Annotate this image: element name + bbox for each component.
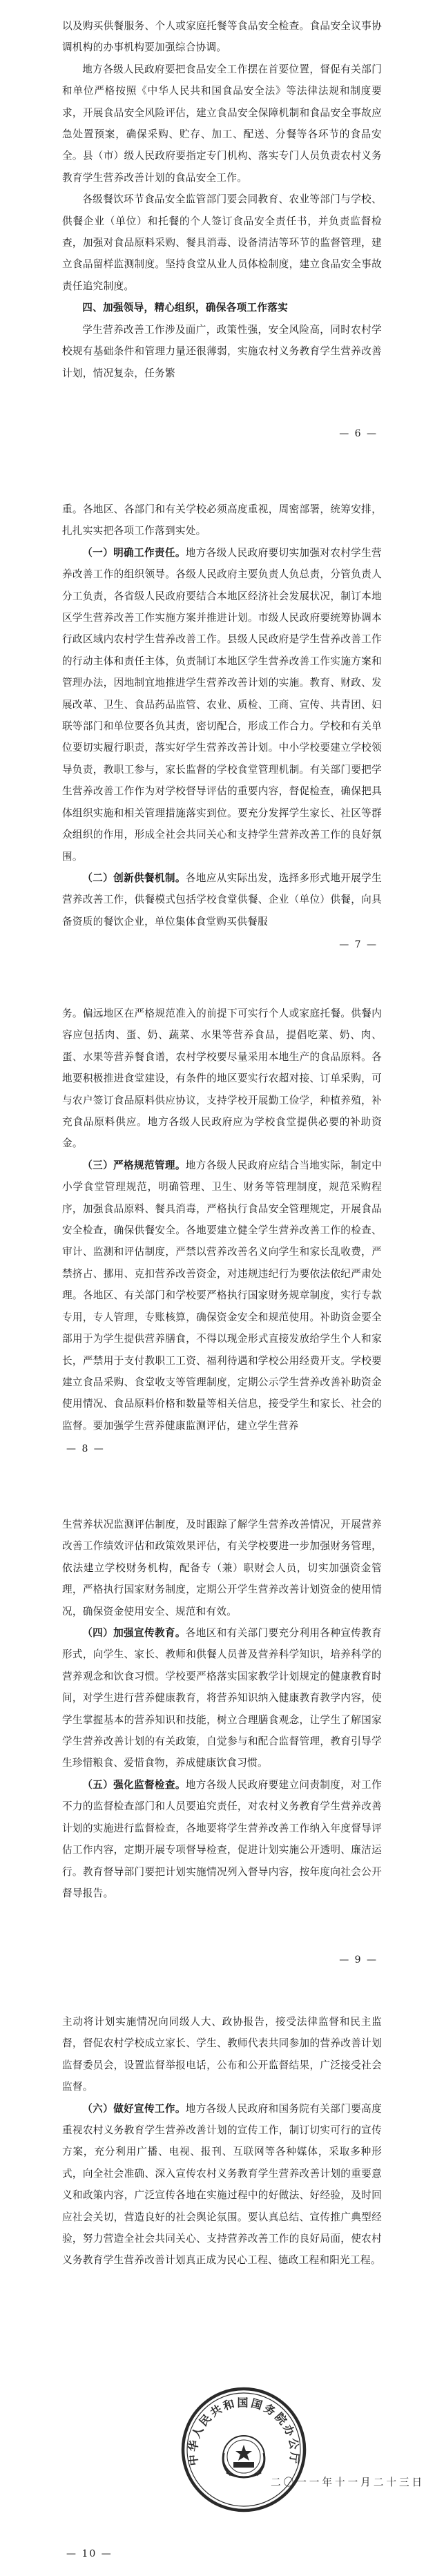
paragraph: 各级餐饮环节食品安全监管部门要会同教育、农业等部门与学校、供餐企业（单位）和托餐的个人签订食品安全责任书，并负责监督检查，加强对食品原料采购、餐具消毒、设备清洁等环节的监督管理，建立食品留样监测制度。坚持食堂从业人员体检制度，建立食品安全事故责任追究制度。 (62, 193, 382, 292)
paragraph (62, 867, 382, 932)
paragraph: 主动将计划实施情况向同级人大、政协报告，接受法律监督和民主监督，督促农村学校成立家长、学生、教师代表共同参加的营养改善计划监督委员会，设置监督举报电话，公布和公开监督结果，广泛接受社会监督。 (62, 2016, 382, 2093)
paragraph-lead: （六）做好宣传工作。 (82, 2102, 186, 2115)
page (0, 1499, 444, 1965)
national-emblem-icon (223, 2436, 264, 2477)
page-body (62, 15, 382, 384)
paragraph-text: 各地应从实际出发，选择多形式地开展学生营养改善工作，供餐模式包括学校食堂供餐、企业（单位）供餐，向具备资质的餐饮企业，单位集体食堂购买供餐服 (62, 872, 382, 927)
paragraph (62, 542, 382, 867)
paragraph-text: 地方各级人民政府要切实加强对农村学生营养改善工作的组织领导。各级人民政府主要负责人负总责，分管负责人分工负责，各省级人民政府要结合本地区经济社会发展状况，制订本地区学生营养改善工作实施方案并推进计划。市级人民政府要统筹协调本行政区域内农村学生营养改善工作。县级人民政府是学生营养改善工作的行动主体和责任主体，负责制订本地区学生营养改善工作实施方案和管理办法，因地制宜地推进学生营养改善计划的实施。教育、财政、发展改革、卫生、食品药品监管、农业、质检、工商、宣传、共青团、妇联等部门和单位要各负其责，密切配合，形成工作合力。学校和有关单位要切实履行职责，落实好学生营养改善计划。中小学校要建立学校领导负责，教职工参与，家长监督的学校食堂管理机制。有关部门要把学生营养改善工作作为对学校督导评估的重要内容，督促检查，确保把具体组织实施和相关管理措施落实到位。要充分发挥学生家长、社区等群众组织的作用，形成全社会共同关心和支持学生营养改善工作的良好氛围。 (62, 546, 382, 863)
paragraph (62, 1155, 382, 1436)
paragraph-text: 地方各级人民政府和国务院有关部门要高度重视农村义务教育学生营养改善计划的宣传工作，制订切实可行的宣传方案，充分利用广播、电视、报刊、互联网等各种媒体，采取多种形式，向全社会准确、深入宣传农村义务教育学生营养改善计划的重要意义和政策内容，广泛宣传各地在实施过程中的好做法、好经验，及时回应社会关切，营造良好的社会舆论氛围。要认真总结、宣传推广典型经验，努力营造全社会共同关心、支持营养改善工作的良好局面，使农村义务教育学生营养改善计划真正成为民心工程、德政工程和阳光工程。 (62, 2102, 382, 2267)
official-seal (178, 2384, 309, 2515)
paragraph (62, 2098, 382, 2271)
paragraph-text: 各地区和有关部门要充分利用各种宣传教育形式，向学生、家长、教师和供餐人员普及营养科学知识，培养科学的营养观念和饮食习惯。学校要严格落实国家教学计划规定的健康教育时间，对学生进行营养健康教育，将营养知识纳入健康教育教学内容，使学生掌握基本的营养知识和技能，树立合理膳食观念，让学生了解国家学生营养改善计划的有关政策，自觉参与和配合监督管理，教育引导学生珍惜粮食、爱惜食物，养成健康饮食习惯。 (62, 1627, 382, 1769)
paragraph: 重。各地区、各部门和有关学校必须高度重视，周密部署，统筹安排，扎扎实实把各项工作落到实处。 (62, 503, 382, 537)
page-number: — 7 — (339, 939, 378, 950)
paragraph-lead: （五）强化监督检查。 (82, 1778, 186, 1791)
paragraph-lead: （四）加强宣传教育。 (82, 1627, 186, 1640)
paragraph (62, 1774, 382, 1904)
document-date: 二〇一一年十一月二十三日 (271, 2477, 425, 2488)
paragraph: 地方各级人民政府要把食品安全工作摆在首要位置，督促有关部门和单位严格按照《中华人民共和国食品安全法》等法律法规和制度要求，开展食品安全风险评估，建立食品安全保障机制和食品安全事故应急处置预案，确保采购、贮存、加工、配送、分餐等各环节的食品安全。县（市）级人民政府要指定专门机构、落实专门人员负责农村义务教育学生营养改善计划的食品安全工作。 (62, 63, 382, 184)
paragraph-lead: （三）严格规范管理。 (82, 1159, 186, 1171)
paragraph-text: 地方各级人民政府应结合当地实际，制定中小学食堂管理规范，明确管理、卫生、财务等管理制度，规范采购程序，加强食品原料、餐具消毒，严格执行食品安全管理规定，开展食品安全检查，确保供餐安全。各地要建立健全学生营养改善工作的检查、审计、监测和评估制度，严禁以营养改善名义向学生和家长乱收费，严禁挤占、挪用、克扣营养改善资金，对违规违纪行为要依法依纪严肃处理。各地区、有关部门和学校要严格执行国家财务规章制度，实行专款专用，专人管理，专账核算，确保资金安全和规范使用。补助资金要全部用于为学生提供营养膳食，不得以现金形式直接发放给学生个人和家长，严禁用于支付教职工工资、福利待遇和学校公用经费开支。学校要建立食品采购、食堂收支等管理制度，定期公示学生营养改善补助资金使用情况、食品原料价格和数量等相关信息，接受学生和家长、社会的监督。要加强学生营养健康监测评估，建立学生营养 (62, 1159, 382, 1432)
page (0, 988, 444, 1454)
page (0, 0, 444, 439)
page-number: — 10 — (66, 2548, 113, 2559)
paragraph-lead: （二）创新供餐机制。 (82, 872, 186, 884)
page-number: — 9 — (339, 1954, 378, 1965)
seal-text: 中华人民共和国国务院办公厅 (186, 2396, 302, 2467)
paragraph: 学生营养改善工作涉及面广，政策性强，安全风险高，同时农村学校规有基础条件和管理力量还很薄弱，实施农村义务教育学生营养改善计划，情况复杂，任务繁 (62, 323, 382, 379)
page-number: — 6 — (339, 428, 378, 439)
paragraph: 以及购买供餐服务、个人或家庭托餐等食品安全检查。食品安全议事协调机构的办事机构要加强综合协调。 (62, 20, 382, 54)
paragraph-lead: （一）明确工作责任。 (82, 546, 186, 559)
section-heading: 四、加强领导，精心组织，确保各项工作落实 (82, 302, 289, 314)
page-number: — 8 — (66, 1443, 105, 1454)
page (0, 483, 444, 950)
paragraph-text: 地方各级人民政府要建立问责制度，对工作不力的监督检查部门和人员要追究责任，对农村义务教育学生营养改善计划的实施进行监督检查，各地要将学生营养改善工作纳入年度督导评估工作内容，定期开展专项督导检查，促进计划实施公开透明、廉洁运行。教育督导部门要把计划实施情况列入督导内容，按年度向社会公开督导报告。 (62, 1778, 382, 1899)
paragraph: 务。偏远地区在严格规范准入的前提下可实行个人或家庭托餐。供餐内容应包括肉、蛋、奶、蔬菜、水果等营养食品，提倡吃菜、奶、肉、蛋、水果等营养餐食谱，农村学校要尽量采用本地生产的食品原料。各地要积极推进食堂建设，有条件的地区要实行农超对接、订单采购，可与农户签订食品原料供应协议，支持学校开展勤工俭学，种植养殖，补充食品原料供应。地方各级人民政府应为学校食堂提供必要的补助资金。 (62, 1008, 382, 1150)
paragraph: 生营养状况监测评估制度，及时跟踪了解学生营养改善情况，开展营养改善工作绩效评估和政策效果评估，有关学校要进一步加强财务管理，依法建立学校财务机构，配备专（兼）职财会人员，切实加强资金管理，严格执行国家财务制度，定期公开学生营养改善计划资金的使用情况，确保资金使用安全、规范和有效。 (62, 1519, 382, 1617)
paragraph (62, 1622, 382, 1774)
